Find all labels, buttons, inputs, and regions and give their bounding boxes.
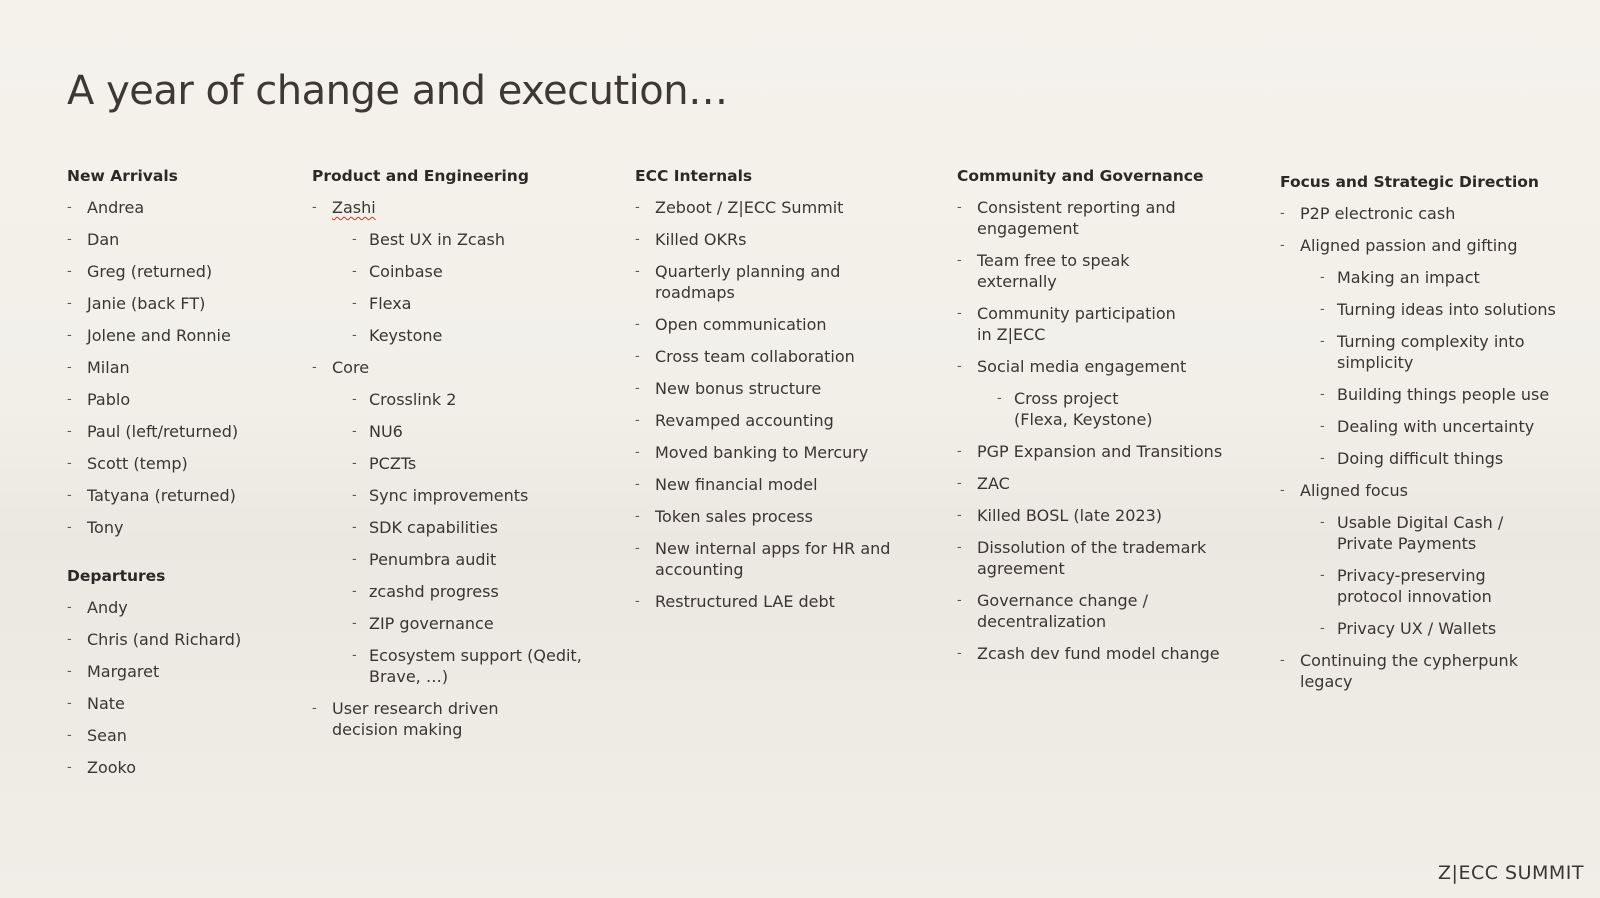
bullet-dash: -: [957, 508, 962, 523]
list-community-after: [957, 441, 1227, 664]
bullet-dash: -: [1320, 568, 1325, 583]
item-label: Pablo: [87, 390, 131, 409]
item-label: Turning complexity into simplicity: [1337, 332, 1525, 372]
slide-title: A year of change and execution…: [67, 68, 728, 114]
item-label: Community participation in Z|ECC: [977, 304, 1176, 344]
list-new-arrivals: [67, 197, 292, 538]
list-item: [957, 537, 1227, 579]
item-label: Doing difficult things: [1337, 449, 1504, 468]
bullet-dash: -: [67, 520, 72, 535]
list-item: - Zashi - Best UX in Zcash - Coinbase - Flexa - Keystone: [312, 197, 612, 346]
item-label: Privacy-preserving protocol innovation: [1337, 566, 1492, 606]
bullet-dash: -: [67, 456, 72, 471]
column-people: [67, 166, 292, 789]
item-label: Cross team collaboration: [655, 347, 855, 366]
bullet-dash: -: [957, 444, 962, 459]
bullet-dash: -: [1320, 419, 1325, 434]
list-item: [957, 505, 1227, 526]
list-item: [635, 474, 895, 495]
bullet-dash: -: [1320, 387, 1325, 402]
list-community-before: [957, 197, 1187, 345]
bullet-dash: -: [352, 328, 357, 343]
list-item: [957, 590, 1227, 632]
list-item: [67, 725, 292, 746]
item-label: NU6: [369, 422, 403, 441]
bullet-dash: -: [67, 360, 72, 375]
bullet-dash: -: [635, 317, 640, 332]
item-label: Nate: [87, 694, 125, 713]
sub-list-item: [352, 485, 612, 506]
list-item: - Social media engagement - Cross project (Flexa, Keystone): [957, 357, 1187, 429]
list-item: - Core - Crosslink 2 - NU6 - PCZTs - Sync improvements - SDK capabilities - Penumbra audit - zcashd progress - ZIP governance - Ecosystem support (Qedit, Brave, …): [312, 357, 612, 687]
bullet-dash: -: [352, 232, 357, 247]
bullet-dash: -: [352, 584, 357, 599]
item-label: Flexa: [369, 294, 412, 313]
list-item: [957, 250, 1187, 292]
heading-departures: Departures: [67, 567, 166, 585]
bullet-dash: -: [635, 477, 640, 492]
list-item: [635, 378, 895, 399]
bullet-dash: -: [957, 200, 962, 215]
item-label: PCZTs: [369, 454, 417, 473]
bullet-dash: -: [67, 296, 72, 311]
list-item: [635, 506, 895, 527]
sublist-zashi: [312, 229, 612, 346]
heading-focus-strategy: Focus and Strategic Direction: [1280, 173, 1539, 191]
bullet-dash: -: [67, 728, 72, 743]
list-ecc-internals: [635, 197, 895, 612]
bullet-dash: -: [352, 392, 357, 407]
bullet-dash: -: [957, 593, 962, 608]
bullet-dash: -: [635, 200, 640, 215]
item-label: Scott (temp): [87, 454, 188, 473]
item-label: Killed BOSL (late 2023): [977, 506, 1163, 525]
item-label: Core: [332, 358, 370, 377]
column-focus-strategy: [1280, 172, 1580, 703]
bullet-dash: -: [1320, 451, 1325, 466]
list-item: - User research driven decision making: [312, 698, 612, 740]
list-item: [635, 197, 895, 218]
item-label: Governance change / decentralization: [977, 591, 1148, 631]
bullet-dash: -: [635, 232, 640, 247]
column-community-governance: [957, 166, 1227, 675]
list-item: [635, 538, 895, 580]
sub-list-item: [1320, 416, 1565, 437]
sub-list-item: [1320, 448, 1565, 469]
sub-list-item: [352, 229, 612, 250]
bullet-dash: -: [352, 648, 357, 663]
list-item: [957, 441, 1227, 462]
bullet-dash: -: [352, 264, 357, 279]
item-label: Sean: [87, 726, 127, 745]
item-label: Revamped accounting: [655, 411, 834, 430]
item-label: Greg (returned): [87, 262, 213, 281]
sub-list-item: [1320, 331, 1565, 373]
zecc-summit-logo: Z|ECC SUMMIT: [1438, 862, 1584, 884]
item-label: Dissolution of the trademark agreement: [977, 538, 1207, 578]
list-item: [957, 197, 1187, 239]
list-item: [67, 597, 292, 618]
list-item: [635, 591, 895, 612]
item-label: Usable Digital Cash / Private Payments: [1337, 513, 1504, 553]
list-item: [67, 389, 292, 410]
bullet-dash: -: [67, 424, 72, 439]
bullet-dash: -: [67, 760, 72, 775]
item-label: Keystone: [369, 326, 443, 345]
item-label: Aligned passion and gifting: [1300, 236, 1518, 255]
item-label: New internal apps for HR and accounting: [655, 539, 891, 579]
item-label: Andy: [87, 598, 128, 617]
bullet-dash: -: [957, 476, 962, 491]
bullet-dash: -: [352, 456, 357, 471]
item-label: Continuing the cypherpunk legacy: [1300, 651, 1518, 691]
item-label: Dealing with uncertainty: [1337, 417, 1535, 436]
item-label: Paul (left/returned): [87, 422, 239, 441]
list-item: [635, 229, 895, 250]
bullet-dash: -: [957, 540, 962, 555]
column-product-engineering: [312, 166, 612, 751]
bullet-dash: -: [67, 600, 72, 615]
item-label: Dan: [87, 230, 120, 249]
item-label: Chris (and Richard): [87, 630, 242, 649]
item-label: Social media engagement: [977, 357, 1187, 376]
list-item: [67, 485, 292, 506]
list-item: [67, 693, 292, 714]
bullet-dash: -: [352, 488, 357, 503]
bullet-dash: -: [635, 509, 640, 524]
sub-list-item: [997, 388, 1177, 430]
item-label: Killed OKRs: [655, 230, 747, 249]
sub-list-item: [1320, 565, 1550, 607]
bullet-dash: -: [1320, 302, 1325, 317]
list-item: [67, 453, 292, 474]
list-departures: [67, 597, 292, 778]
item-label: ZIP governance: [369, 614, 494, 633]
sublist-core: [312, 389, 612, 687]
sub-list-item: [352, 325, 612, 346]
item-label: PGP Expansion and Transitions: [977, 442, 1223, 461]
sub-list-item: [352, 389, 612, 410]
bullet-dash: -: [1320, 621, 1325, 636]
bullet-dash: -: [957, 646, 962, 661]
bullet-dash: -: [67, 696, 72, 711]
item-label: Quarterly planning and roadmaps: [655, 262, 841, 302]
list-item: [67, 757, 292, 778]
item-label: Tony: [87, 518, 124, 537]
item-label: Aligned focus: [1300, 481, 1408, 500]
heading-community-governance: Community and Governance: [957, 167, 1204, 185]
list-item: [67, 661, 292, 682]
sub-list-item: [352, 261, 612, 282]
bullet-dash: -: [1320, 515, 1325, 530]
heading-new-arrivals: New Arrivals: [67, 167, 178, 185]
sub-list-item: [1320, 299, 1565, 320]
item-label: Jolene and Ronnie: [87, 326, 231, 345]
item-label: Building things people use: [1337, 385, 1550, 404]
bullet-dash: -: [67, 200, 72, 215]
bullet-dash: -: [1320, 334, 1325, 349]
list-item: [67, 629, 292, 650]
list-item: [67, 229, 292, 250]
item-label: Sync improvements: [369, 486, 529, 505]
bullet-dash: -: [67, 392, 72, 407]
sub-list-item: [1320, 618, 1550, 639]
bullet-dash: -: [635, 413, 640, 428]
sublist-social: [957, 388, 1177, 430]
bullet-dash: -: [635, 381, 640, 396]
item-label: Restructured LAE debt: [655, 592, 835, 611]
list-item: [957, 303, 1187, 345]
item-label: Andrea: [87, 198, 145, 217]
heading-product-engineering: Product and Engineering: [312, 167, 529, 185]
list-item: [635, 442, 895, 463]
bullet-dash: -: [67, 328, 72, 343]
sub-list-item: [1320, 267, 1565, 288]
sub-list-item: [1320, 384, 1565, 405]
item-label: Consistent reporting and engagement: [977, 198, 1176, 238]
item-label: User research driven decision making: [332, 699, 499, 739]
item-label: Margaret: [87, 662, 160, 681]
bullet-dash: -: [67, 488, 72, 503]
bullet-dash: -: [352, 296, 357, 311]
item-label: zcashd progress: [369, 582, 499, 601]
list-item: - Aligned passion and gifting - Making an impact - Turning ideas into solutions - Turning complexity into simplicity - Building things people use - Dealing with uncertainty - Doing difficult things: [1280, 235, 1565, 469]
sub-list-item: [352, 421, 612, 442]
list-item: [635, 314, 895, 335]
item-label: P2P electronic cash: [1300, 204, 1456, 223]
list-item: [67, 197, 292, 218]
sub-list-item: [352, 581, 612, 602]
bullet-dash: -: [352, 616, 357, 631]
item-label: New bonus structure: [655, 379, 822, 398]
list-item: [67, 421, 292, 442]
list-item: [635, 261, 895, 303]
sub-list-item: [352, 517, 612, 538]
bullet-dash: -: [67, 264, 72, 279]
sub-list-item: [352, 549, 612, 570]
item-label: Janie (back FT): [87, 294, 206, 313]
bullet-dash: -: [67, 632, 72, 647]
list-item: - Continuing the cypherpunk legacy: [1280, 650, 1565, 692]
list-item: - P2P electronic cash: [1280, 204, 1456, 223]
sub-list-item: [1320, 512, 1550, 554]
bullet-dash: -: [957, 253, 962, 268]
bullet-dash: -: [67, 664, 72, 679]
list-item: [67, 293, 292, 314]
sub-list-item: [352, 645, 612, 687]
item-label: ZAC: [977, 474, 1010, 493]
item-label: Tatyana (returned): [87, 486, 236, 505]
list-item: [957, 473, 1227, 494]
bullet-dash: -: [635, 445, 640, 460]
sublist-passion: [1280, 267, 1565, 469]
bullet-dash: -: [352, 552, 357, 567]
item-label: New financial model: [655, 475, 818, 494]
item-label: Milan: [87, 358, 130, 377]
item-label: Zeboot / Z|ECC Summit: [655, 198, 844, 217]
item-label: Privacy UX / Wallets: [1337, 619, 1497, 638]
bullet-dash: -: [635, 349, 640, 364]
list-item: [67, 261, 292, 282]
list-item: [67, 517, 292, 538]
list-item: [67, 325, 292, 346]
item-label: Making an impact: [1337, 268, 1480, 287]
bullet-dash: -: [635, 594, 640, 609]
item-label: SDK capabilities: [369, 518, 499, 537]
bullet-dash: -: [67, 232, 72, 247]
heading-ecc-internals: ECC Internals: [635, 167, 753, 185]
bullet-dash: -: [997, 391, 1002, 406]
bullet-dash: -: [957, 306, 962, 321]
item-label: Turning ideas into solutions: [1337, 300, 1556, 319]
item-label: Penumbra audit: [369, 550, 497, 569]
item-label: Cross project (Flexa, Keystone): [1014, 389, 1153, 429]
item-label: Zooko: [87, 758, 137, 777]
list-item: [957, 643, 1227, 664]
bullet-dash: -: [352, 424, 357, 439]
list-item: [635, 346, 895, 367]
item-label: Ecosystem support (Qedit, Brave, …): [369, 646, 582, 686]
list-item: [635, 410, 895, 431]
bullet-dash: -: [635, 264, 640, 279]
sub-list-item: [352, 293, 612, 314]
list-item: [67, 357, 292, 378]
item-label: Zcash dev fund model change: [977, 644, 1220, 663]
bullet-dash: -: [352, 520, 357, 535]
item-label: Open communication: [655, 315, 827, 334]
item-label: Team free to speak externally: [977, 251, 1130, 291]
bullet-dash: -: [1320, 270, 1325, 285]
list-item: - Aligned focus - Usable Digital Cash / Private Payments - Privacy-preserving protocol innovation - Privacy UX / Wallets: [1280, 480, 1565, 639]
item-label: Coinbase: [369, 262, 443, 281]
item-label: Moved banking to Mercury: [655, 443, 869, 462]
item-label: Zashi: [332, 198, 376, 217]
sublist-aligned-focus: [1280, 512, 1550, 639]
sub-list-item: [352, 613, 612, 634]
column-ecc-internals: [635, 166, 935, 623]
item-label: Token sales process: [655, 507, 813, 526]
sub-list-item: [352, 453, 612, 474]
item-label: Crosslink 2: [369, 390, 457, 409]
bullet-dash: -: [635, 541, 640, 556]
item-label: Best UX in Zcash: [369, 230, 505, 249]
